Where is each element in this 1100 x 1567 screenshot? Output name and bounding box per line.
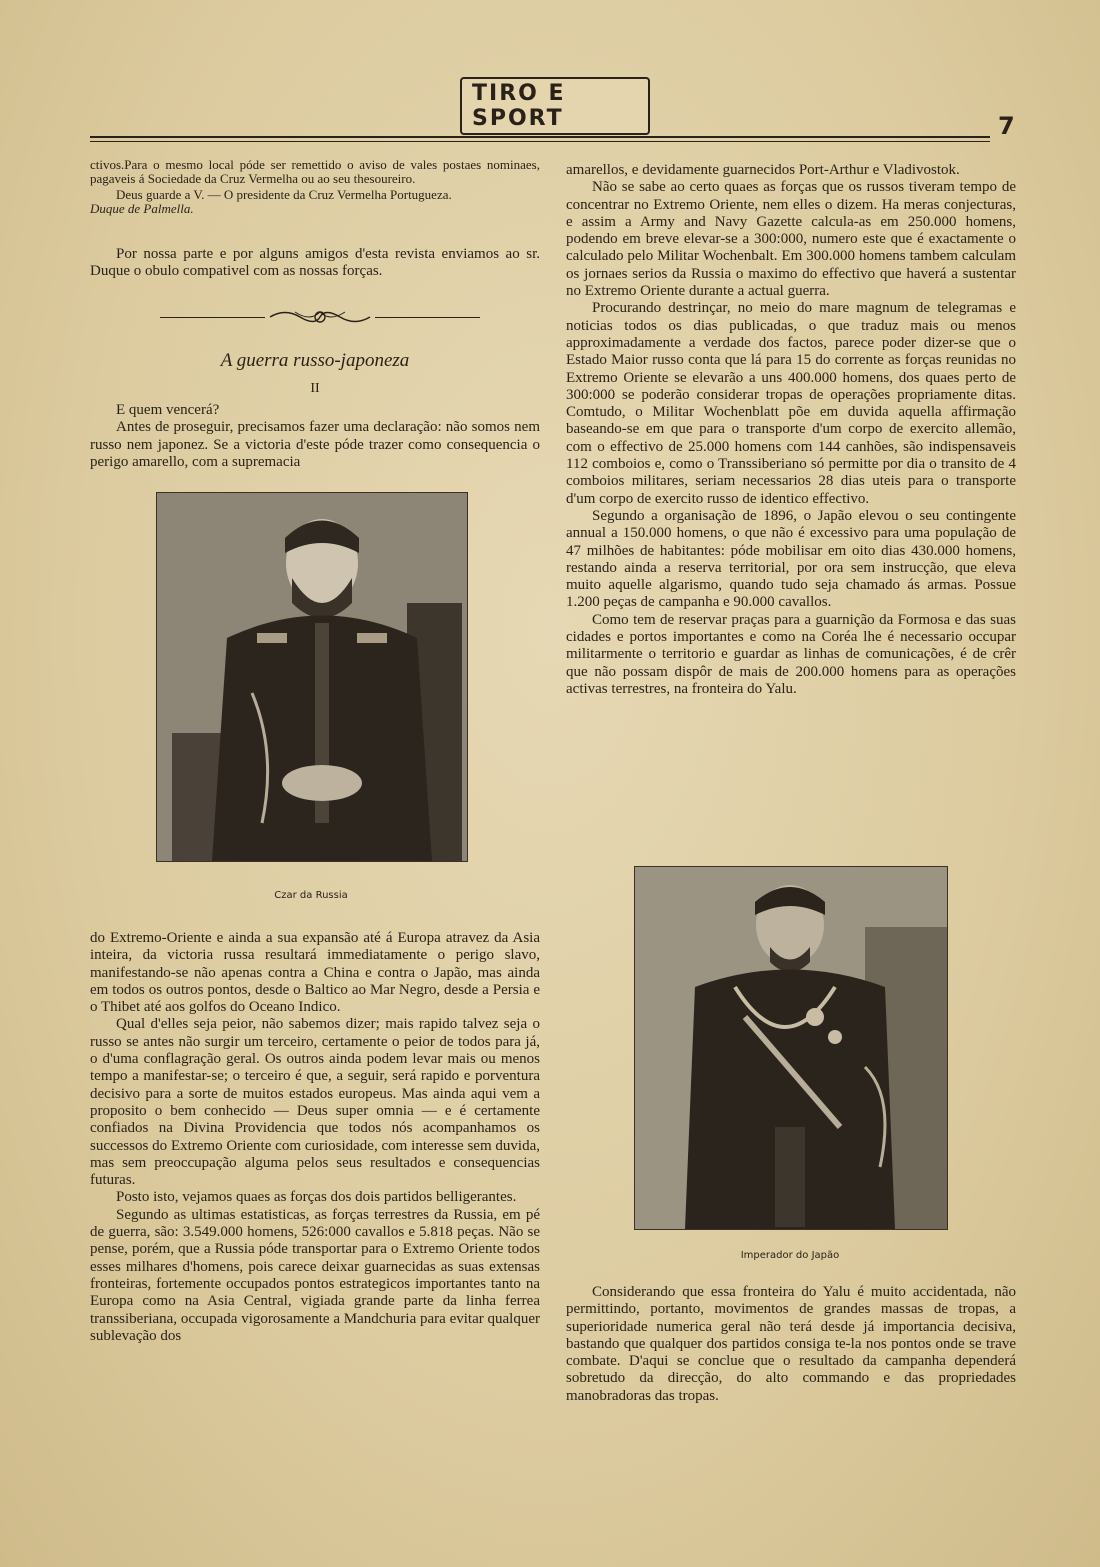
article-paragraph: Considerando que essa fronteira do Yalu é muito accidentada, não permittindo, portanto, movimentos de grandes massas de tropas, a superioridade numerica geral não terá desde já importancia decisiva, bastando que qualquer dos partidos consiga te-la nos pontos onde se trave combate. D'aqui se conclue que o resultado da campanha dependerá sobretudo da direcção, do alto commando e das propriedades manobradoras das tropas. bbox=[566, 1284, 1016, 1404]
article-paragraph: Procurando destrinçar, no meio do mare magnum de telegramas e noticias todos os dias publicadas, o que traduz mais ou menos approximadamente a verdade dos factos, parece poder dizer-se que o Estado Maior russo conta que lá para 15 do corrente as forças reunidas no Extremo Oriente se elevarão a uns 400.000 homens, dos quaes perto de 300:000 se poderão considerar tropas de operações propriamente ditas. Comtudo, o Militar Wochenblatt põe em duvida aquella affirmação baseando-se em que para o transporte d'um corpo de exercito allemão, com o effectivo de 25.000 homens com 144 canhões, são indispensaveis 112 comboios e, como o Transsiberiano só permitte por dia o transito de 4 comboios militares, seriam necessarios 28 dias uteis para o transporte d'um corpo de exercito russo de identico effectivo. bbox=[566, 300, 1016, 507]
article-title: A guerra russo-japoneza bbox=[220, 350, 410, 371]
notice-text: ctivos.Para o mesmo local póde ser remettido o aviso de vales postaes nominaes, pagaveis á Sociedade da Cruz Vermelha ou ao seu thesoureiro. bbox=[90, 157, 540, 186]
czar-caption: Czar da Russia bbox=[274, 890, 348, 901]
article-paragraph: Segundo a organisação de 1896, o Japão elevou o seu contingente annual a 150.000 homens, o que não é excessivo para uma população de 47 milhões de habitantes: póde mobilisar em oito dias 430.000 homens, restando ainda a reserva territorial, por ora sem instrucção, que eleva muito aquelle algarismo, quando tudo seja chamado ás armas. Possue 1.200 peças de campanha e 90.000 cavallos. bbox=[566, 507, 1016, 611]
page-number: 7 bbox=[998, 112, 1015, 140]
notice-block bbox=[90, 158, 540, 216]
article-left-lower bbox=[90, 930, 540, 1345]
article-part-number: II bbox=[310, 381, 320, 396]
article-paragraph: Qual d'elles seja peior, não sabemos dizer; mais rapido talvez seja o russo se antes não surgir um terceiro, certamente o peior de todos para já, o d'uma conflagração geral. Os outros ainda podem levar mais ou menos tempo a manifestar-se; o terceiro é que, a seguir, será rapido e porventura decisivo para a sorte de muitos estados europeus. Mas ainda aqui vem a proposito o bem conhecido — Deus super omnia — e é certamente confiados na Divina Providencia que todos nós acompanhamos os successos do Extremo Oriente com curiosidade, com interesse sem duvida, mas sem preoccupação alguma pelos seus resultados e consequencias futuras. bbox=[90, 1016, 540, 1189]
article-paragraph: Posto isto, vejamos quaes as forças dos dois partidos belligerantes. bbox=[116, 1189, 517, 1206]
emperor-caption: Imperador do Japão bbox=[740, 1250, 840, 1261]
czar-portrait-image bbox=[157, 493, 467, 861]
greeting-text: Deus guarde a V. — O presidente da Cruz Vermelha Portugueza. bbox=[116, 187, 452, 202]
article-right-lower bbox=[566, 1284, 1016, 1405]
masthead-text: TIRO E SPORT bbox=[460, 77, 650, 135]
header-rule bbox=[90, 136, 990, 138]
article-intro bbox=[90, 402, 540, 471]
article-paragraph: E quem vencerá? bbox=[116, 402, 220, 418]
article-right-column bbox=[566, 162, 1016, 698]
article-paragraph: Não se sabe ao certo quaes as forças que os russos tiveram tempo de concentrar no Extremo Oriente, nem elles o dizem. Ha meras conjecturas, e assim a Army and Navy Gazette calcula-as em 250.000 homens, podendo em breve elevar-se a 300:000, numero este que é exactamente o calculado pelo Militar Wochenbalt. Em 300.000 homens tambem calculam os jornaes serios da Russia o maximo do effectivo que haverá a sustentar no Extremo Oriente durante a actual guerra. bbox=[566, 179, 1016, 300]
emperor-photo bbox=[634, 866, 948, 1230]
scroll-ornament-icon bbox=[265, 306, 375, 328]
contribution-text: Por nossa parte e por alguns amigos d'esta revista enviamos ao sr. Duque o obulo compativel com as nossas forças. bbox=[90, 246, 540, 280]
signature-text: Duque de Palmella. bbox=[90, 201, 194, 216]
header-rule-thin bbox=[90, 141, 990, 142]
contribution-paragraph bbox=[90, 246, 540, 281]
article-paragraph: do Extremo-Oriente e ainda a sua expansão até á Europa atravez da Asia inteira, da victoria russa resultará immediatamente o perigo slavo, manifestando-se não apenas contra a China e contra o Japão, mas ainda em todos os outros pontos, desde o Baltico ao Mar Negro, desde a Persia e o Thibet até aos golfos do Oceano Indico. bbox=[90, 930, 540, 1016]
article-paragraph: Antes de proseguir, precisamos fazer uma declaração: não somos nem russo nem japonez. Se a victoria d'este póde trazer como consequencia o perigo amarello, com a supremacia bbox=[90, 419, 540, 470]
masthead-logo bbox=[460, 82, 650, 130]
article-paragraph: Como tem de reservar praças para a guarnição da Formosa e das suas cidades e portos importantes e como na Coréa lhe é necessario occupar militarmente o territorio e guardar as linhas de comunicações, é de crêr que não possam dispôr de mais de 200.000 homens para as operações activas terrestres, na fronteira do Yalu. bbox=[566, 611, 1016, 697]
article-paragraph: amarellos, e devidamente guarnecidos Port-Arthur e Vladivostok. bbox=[566, 162, 960, 178]
article-paragraph: Segundo as ultimas estatisticas, as forças terrestres da Russia, em pé de guerra, são: 3.549.000 homens, 526:000 cavallos e 5.818 peças. Não se pense, porém, que a Russia póde transportar para o Extremo Oriente todos esses milhares d'homens, pois carece deixar guarnecidas as suas extensas fronteiras, fortemente occupados pontos estrategicos importantes tanto na Europa como na Asia Central, vigiada grande parte da linha ferrea transsiberiana, occupada vigorosamente a Mandchuria para evitar qualquer sublevação dos bbox=[90, 1206, 540, 1344]
emperor-portrait-image bbox=[635, 867, 947, 1229]
czar-photo bbox=[156, 492, 468, 862]
section-divider bbox=[160, 306, 480, 328]
